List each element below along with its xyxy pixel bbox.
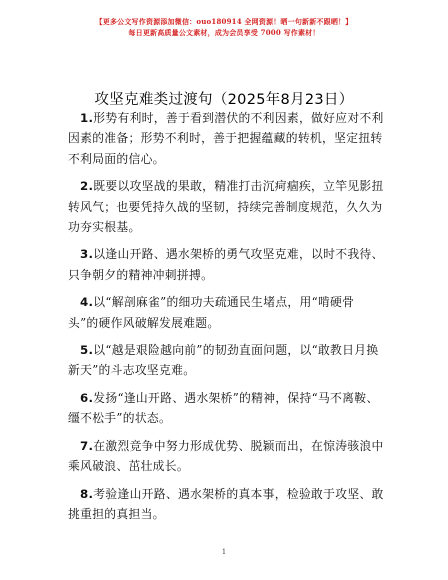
paragraph-8 xyxy=(68,484,384,525)
promo-banner-line-1: 【更多公文写作资源添加微信：ouo180914 全网资源！晒一句新新不跟晒！】 xyxy=(95,17,353,26)
paragraph-2 xyxy=(68,176,384,237)
paragraph-4 xyxy=(68,292,384,333)
promo-banner-line-2: 每日更新高质量公文素材，成为会员享受 7000 写作素材！ xyxy=(128,28,320,37)
paragraph-3 xyxy=(68,244,384,285)
paragraph-text: 以“越是艰险越向前”的韧劲直面问题，以“敢教日月换新天”的斗志攻坚克难。 xyxy=(68,343,379,378)
paragraph-number: 1. xyxy=(80,111,94,125)
paragraph-number: 7. xyxy=(80,438,94,453)
paragraph-1 xyxy=(68,108,384,169)
paragraph-number: 4. xyxy=(80,295,94,310)
paragraph-text: 发扬“逢山开路、遇水架桥”的精神，保持“马不离鞍、缰不松手”的状态。 xyxy=(68,390,379,426)
paragraph-number: 6. xyxy=(80,390,94,405)
document-body xyxy=(68,108,384,531)
paragraph-text: 以逢山开路、遇水架桥的勇气攻坚克难，以时不我待、只争朝夕的精神冲刺拼搏。 xyxy=(68,247,384,282)
paragraph-number: 8. xyxy=(80,486,94,501)
paragraph-text: 形势有利时，善于看到潜伏的不利因素，做好应对不利因素的准备；形势不利时，善于把握蕴藏的转机，坚定扭转不利局面的信心。 xyxy=(68,111,384,166)
paragraph-text: 考验逢山开路、遇水架桥的真本事，检验敢于攻坚、敢挑重担的真担当。 xyxy=(68,486,384,521)
paragraph-5 xyxy=(68,340,384,381)
paragraph-number: 3. xyxy=(80,247,94,262)
document-title: 攻坚克难类过渡句（2025年8月23日） xyxy=(94,92,354,108)
paragraph-number: 2. xyxy=(80,179,94,194)
paragraph-text: 在激烈竞争中努力形成优势、脱颖而出，在惊涛骇浪中乘风破浪、茁壮成长。 xyxy=(68,438,384,474)
paragraph-text: 以“解剖麻雀”的细功夫疏通民生堵点，用“啃硬骨头”的硬作风破解发展难题。 xyxy=(68,295,355,330)
page-number: 1 xyxy=(221,548,227,556)
promo-banner xyxy=(0,16,448,38)
paragraph-text: 既要以攻坚战的果敢，精准打击沉疴痼疾，立竿见影扭转风气；也要凭持久战的坚韧，持续完善制度规范，久久为功夯实根基。 xyxy=(68,179,384,235)
paragraph-number: 5. xyxy=(80,343,94,358)
paragraph-6 xyxy=(68,388,384,429)
paragraph-7 xyxy=(68,436,384,477)
